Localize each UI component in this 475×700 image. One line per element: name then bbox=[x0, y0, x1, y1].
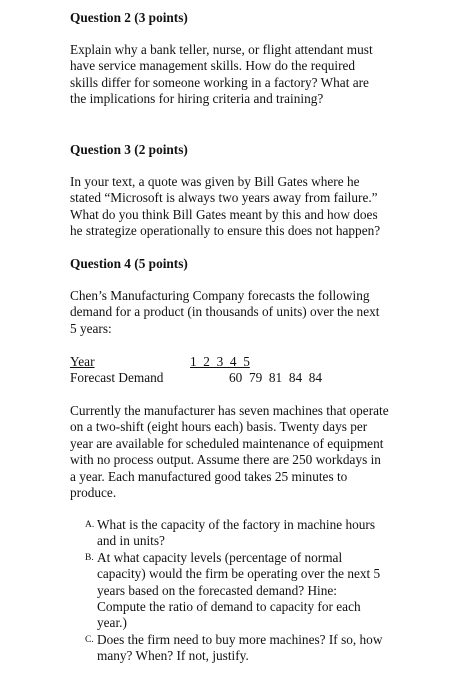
question-2-heading: Question 2 (3 points) bbox=[70, 10, 188, 25]
year-label: Year bbox=[70, 354, 95, 369]
forecast-demand-values: 60 79 81 84 84 bbox=[229, 370, 323, 385]
text-line: Compute the ratio of demand to capacity for each bbox=[97, 599, 361, 615]
text-line: Currently the manufacturer has seven machines that operate bbox=[70, 403, 389, 418]
text-line: skills differ for someone working in a factory? What are bbox=[70, 74, 369, 90]
text-line: many? When? If not, justify. bbox=[97, 648, 249, 664]
question-4-intro bbox=[70, 288, 410, 337]
text-line: have service management skills. How do the required bbox=[70, 58, 356, 74]
question-4-body bbox=[70, 403, 410, 501]
question-3-text bbox=[70, 174, 410, 240]
subquestion-letter: B. bbox=[85, 552, 94, 563]
text-line: stated “Microsoft is always two years away from failure.” bbox=[70, 190, 378, 206]
text-line: with no process output. Assume there are 250 workdays in bbox=[70, 452, 381, 468]
text-line: Explain why a bank teller, nurse, or flight attendant must bbox=[70, 42, 373, 57]
text-line: 5 years: bbox=[70, 320, 112, 336]
text-line: Does the firm need to buy more machines? If so, how bbox=[97, 631, 383, 647]
text-line: he strategize operationally to ensure this does not happen? bbox=[70, 223, 381, 239]
question-4-heading: Question 4 (5 points) bbox=[70, 256, 188, 271]
question-2-text bbox=[70, 42, 410, 108]
subquestion-letter: C. bbox=[85, 634, 94, 645]
text-line: What do you think Bill Gates meant by this and how does bbox=[70, 206, 378, 222]
question-3-heading: Question 3 (2 points) bbox=[70, 142, 188, 157]
text-line: and in units? bbox=[97, 533, 165, 549]
text-line: a year. Each manufactured good takes 25 minutes to bbox=[70, 468, 348, 484]
text-line: capacity) would the firm be operating over the next 5 bbox=[97, 566, 381, 582]
text-line: on a two-shift (eight hours each) basis. Twenty days per bbox=[70, 419, 368, 435]
subquestion-list bbox=[85, 517, 405, 665]
text-line: What is the capacity of the factory in machine hours bbox=[97, 517, 376, 532]
subquestion-b bbox=[85, 550, 405, 632]
text-line: In your text, a quote was given by Bill Gates where he bbox=[70, 174, 360, 189]
subquestion-a bbox=[85, 517, 405, 550]
text-line: Chen’s Manufacturing Company forecasts the following bbox=[70, 288, 370, 303]
year-numbers: 1 2 3 4 5 bbox=[190, 354, 250, 369]
text-line: demand for a product (in thousands of units) over the next bbox=[70, 304, 380, 320]
subquestion-c bbox=[85, 632, 405, 665]
text-line: produce. bbox=[70, 485, 117, 501]
text-line: year are available for scheduled maintenance of equipment bbox=[70, 435, 384, 451]
text-line: years based on the forecasted demand? Hine: bbox=[97, 582, 337, 598]
forecast-demand-label: Forecast Demand bbox=[70, 370, 164, 385]
text-line: the implications for hiring criteria and training? bbox=[70, 91, 324, 107]
text-line: At what capacity levels (percentage of normal bbox=[97, 549, 343, 565]
text-line: year.) bbox=[97, 615, 127, 631]
subquestion-letter: A. bbox=[85, 520, 95, 530]
